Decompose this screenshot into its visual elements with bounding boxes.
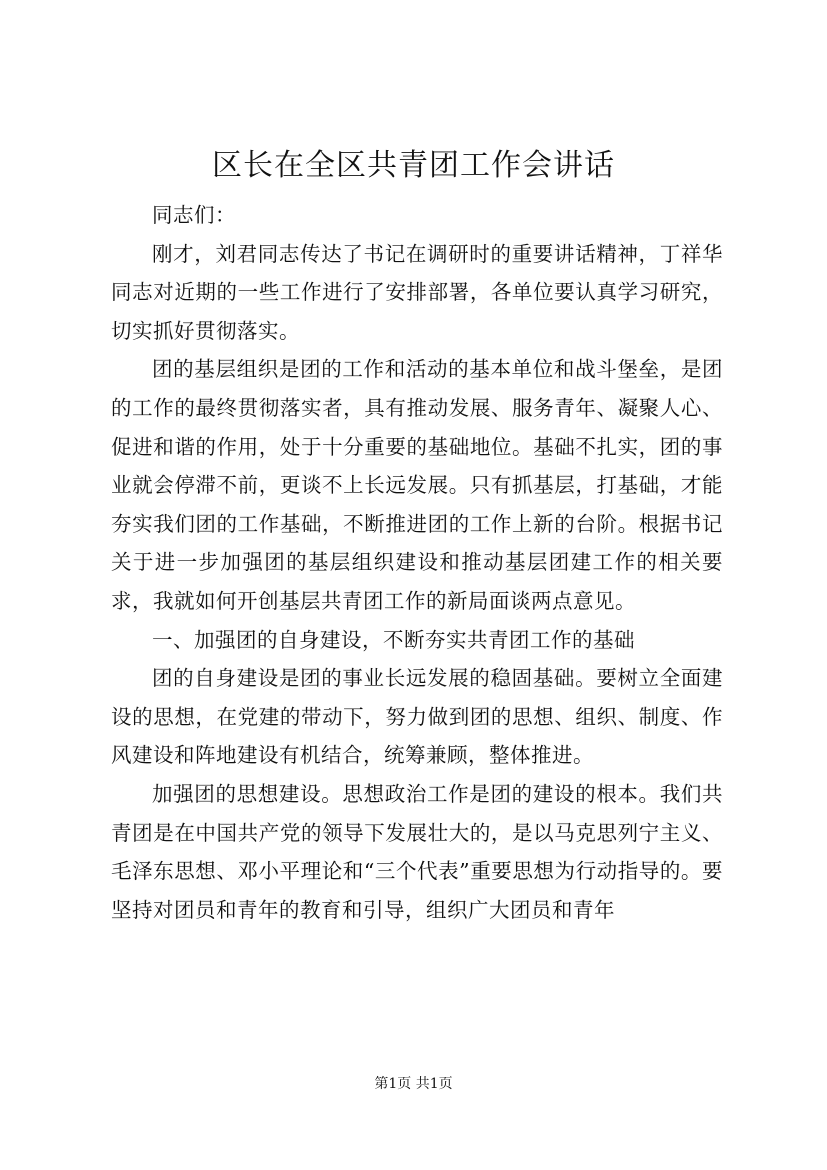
document-title: 区长在全区共青团工作会讲话 [212,148,615,183]
document-body [111,196,723,929]
page-indicator: 第1页 共1页 [374,1076,453,1092]
section-heading: 一、加强团的自身建设，不断夯实共青团工作的基础 [152,627,635,652]
body-paragraph: 团的自身建设是团的事业长远发展的稳固基础。要树立全面建设的思想，在党建的带动下，努力做到团的思想、组织、制度、作风建设和阵地建设有机结合，统筹兼顾，整体推进。 [111,666,723,768]
body-paragraph: 团的基层组织是团的工作和活动的基本单位和战斗堡垒，是团的工作的最终贯彻落实者，具有推动发展、服务青年、凝聚人心、促进和谐的作用，处于十分重要的基础地位。基础不扎实，团的事业就会停滞不前，更谈不上长远发展。只有抓基层，打基础，才能夯实我们团的工作基础，不断推进团的工作上新的台阶。根据书记关于进一步加强团的基层组织建设和推动基层团建工作的相关要求，我就如何开创基层共青团工作的新局面谈两点意见。 [111,357,723,613]
body-paragraph: 加强团的思想建设。思想政治工作是团的建设的根本。我们共青团是在中国共产党的领导下发展壮大的，是以马克思列宁主义、毛泽东思想、邓小平理论和“三个代表”重要思想为行动指导的。要坚持对团员和青年的教育和引导，组织广大团员和青年 [111,781,723,922]
body-paragraph: 刚才，刘君同志传达了书记在调研时的重要讲话精神，丁祥华同志对近期的一些工作进行了安排部署，各单位要认真学习研究，切实抓好贯彻落实。 [111,241,723,343]
salutation-paragraph: 同志们： [152,203,236,227]
